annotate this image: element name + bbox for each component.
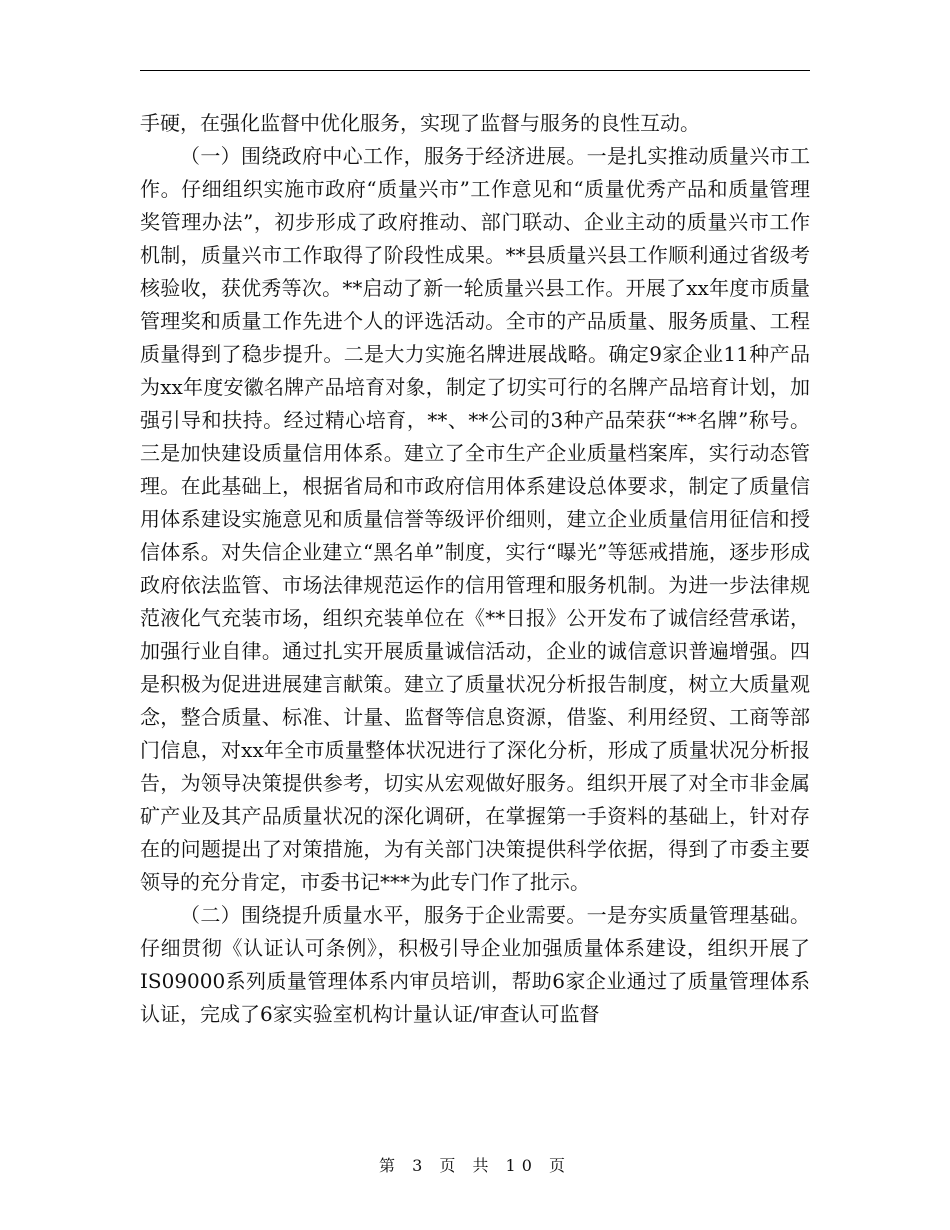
paragraph-section-one: （一）围绕政府中心工作，服务于经济进展。一是扎实推动质量兴市工作。仔细组织实施市政府“质量兴市”工作意见和“质量优秀产品和质量管理奖管理办法”，初步形成了政府推动、部门联动、企业主动的质量兴市工作机制，质量兴市工作取得了阶段性成果。**县质量兴县工作顺利通过省级考核验收，获优秀等次。**启动了新一轮质量兴县工作。开展了xx年度市质量管理奖和质量工作先进个人的评选活动。全市的产品质量、服务质量、工程质量得到了稳步提升。二是大力实施名牌进展战略。确定9家企业11种产品为xx年度安徽名牌产品培育对象，制定了切实可行的名牌产品培育计划，加强引导和扶持。经过精心培育，**、**公司的3种产品荣获“**名牌”称号。三是加快建设质量信用体系。建立了全市生产企业质量档案库，实行动态管理。在此基础上，根据省局和市政府信用体系建设总体要求，制定了质量信用体系建设实施意见和质量信誉等级评价细则，建立企业质量信用征信和授信体系。对失信企业建立“黑名单”制度，实行“曝光”等惩戒措施，逐步形成政府依法监管、市场法律规范运作的信用管理和服务机制。为进一步法律规范液化气充装市场，组织充装单位在《**日报》公开发布了诚信经营承诺，加强行业自律。通过扎实开展质量诚信活动，企业的诚信意识普遍增强。四是积极为促进进展建言献策。建立了质量状况分析报告制度，树立大质量观念，整合质量、标准、计量、监督等信息资源，借鉴、利用经贸、工商等部门信息，对xx年全市质量整体状况进行了深化分析，形成了质量状况分析报告，为领导决策提供参考，切实从宏观做好服务。组织开展了对全市非金属矿产业及其产品质量状况的深化调研，在掌握第一手资料的基础上，针对存在的问题提出了对策措施，为有关部门决策提供科学依据，得到了市委主要领导的充分肯定，市委书记***为此专门作了批示。 xyxy=(140,144,810,894)
page-number-footer: 第 3 页 共 10 页 xyxy=(379,1156,571,1175)
header-rule xyxy=(140,70,810,71)
paragraph-section-two: （二）围绕提升质量水平，服务于企业需要。一是夯实质量管理基础。仔细贯彻《认证认可条例》，积极引导企业加强质量体系建设，组织开展了IS09000系列质量管理体系内审员培训，帮助6家企业通过了质量管理体系认证，完成了6家实验室机构计量认证/审查认可监督 xyxy=(140,903,810,1026)
paragraph-continuation: 手硬，在强化监督中优化服务，实现了监督与服务的良性互动。 xyxy=(140,111,700,135)
document-body xyxy=(140,107,810,1031)
